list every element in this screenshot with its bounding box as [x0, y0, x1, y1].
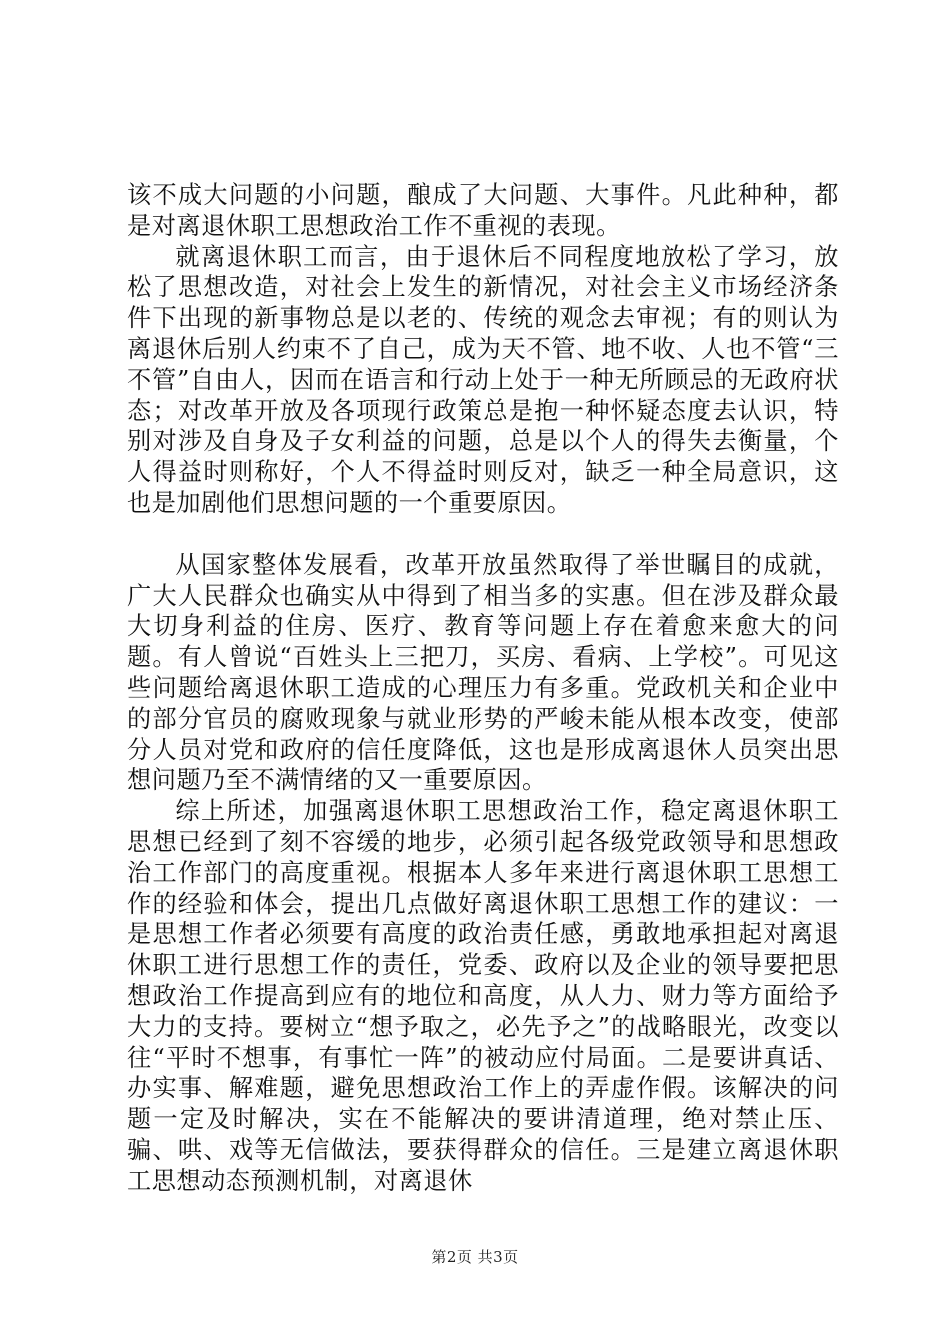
document-body: [127, 180, 839, 1197]
paragraph-continuation: 该不成大问题的小问题，酿成了大问题、大事件。凡此种种，都是对离退休职工思想政治工作不重视的表现。: [127, 181, 839, 240]
paragraph-national-development: 从国家整体发展看，改革开放虽然取得了举世瞩目的成就，广大人民群众也确实从中得到了相当多的实惠。但在涉及群众最大切身利益的住房、医疗、教育等问题上存在着愈来愈大的问题。有人曾说“百姓头上三把刀，买房、看病、上学校”。可见这些问题给离退休职工造成的心理压力有多重。党政机关和企业中的部分官员的腐败现象与就业形势的严峻未能从根本改变，使部分人员对党和政府的信任度降低，这也是形成离退休人员突出思想问题乃至不满情绪的又一重要原因。: [127, 550, 839, 795]
paragraph-retirees-mindset: 就离退休职工而言，由于退休后不同程度地放松了学习，放松了思想改造，对社会上发生的新情况，对社会主义市场经济条件下出现的新事物总是以老的、传统的观念去审视；有的则认为离退休后别人约束不了自己，成为天不管、地不收、人也不管“三不管”自由人，因而在语言和行动上处于一种无所顾忌的无政府状态；对改革开放及各项现行政策总是抱一种怀疑态度去认识，特别对涉及自身及子女利益的问题，总是以个人的得失去衡量，个人得益时则称好，个人不得益时则反对，缺乏一种全局意识，这也是加剧他们思想问题的一个重要原因。: [127, 242, 839, 517]
paragraph-summary-suggestions: 综上所述，加强离退休职工思想政治工作，稳定离退休职工思想已经到了刻不容缓的地步，必须引起各级党政领导和思想政治工作部门的高度重视。根据本人多年来进行离退休职工思想工作的经验和体会，提出几点做好离退休职工思想工作的建议：一是思想工作者必须要有高度的政治责任感，勇敢地承担起对离退休职工进行思想工作的责任，党委、政府以及企业的领导要把思想政治工作提高到应有的地位和高度，从人力、财力等方面给予大力的支持。要树立“想予取之，必先予之”的战略眼光，改变以往“平时不想事，有事忙一阵”的被动应付局面。二是要讲真话、办实事、解难题，避免思想政治工作上的弄虚作假。该解决的问题一定及时解决，实在不能解决的要讲清道理，绝对禁止压、骗、哄、戏等无信做法，要获得群众的信任。三是建立离退休职工思想动态预测机制，对离退休: [127, 797, 839, 1195]
paragraph-spacer: [127, 519, 839, 550]
page-number-footer: 第2页 共3页: [431, 1248, 519, 1266]
